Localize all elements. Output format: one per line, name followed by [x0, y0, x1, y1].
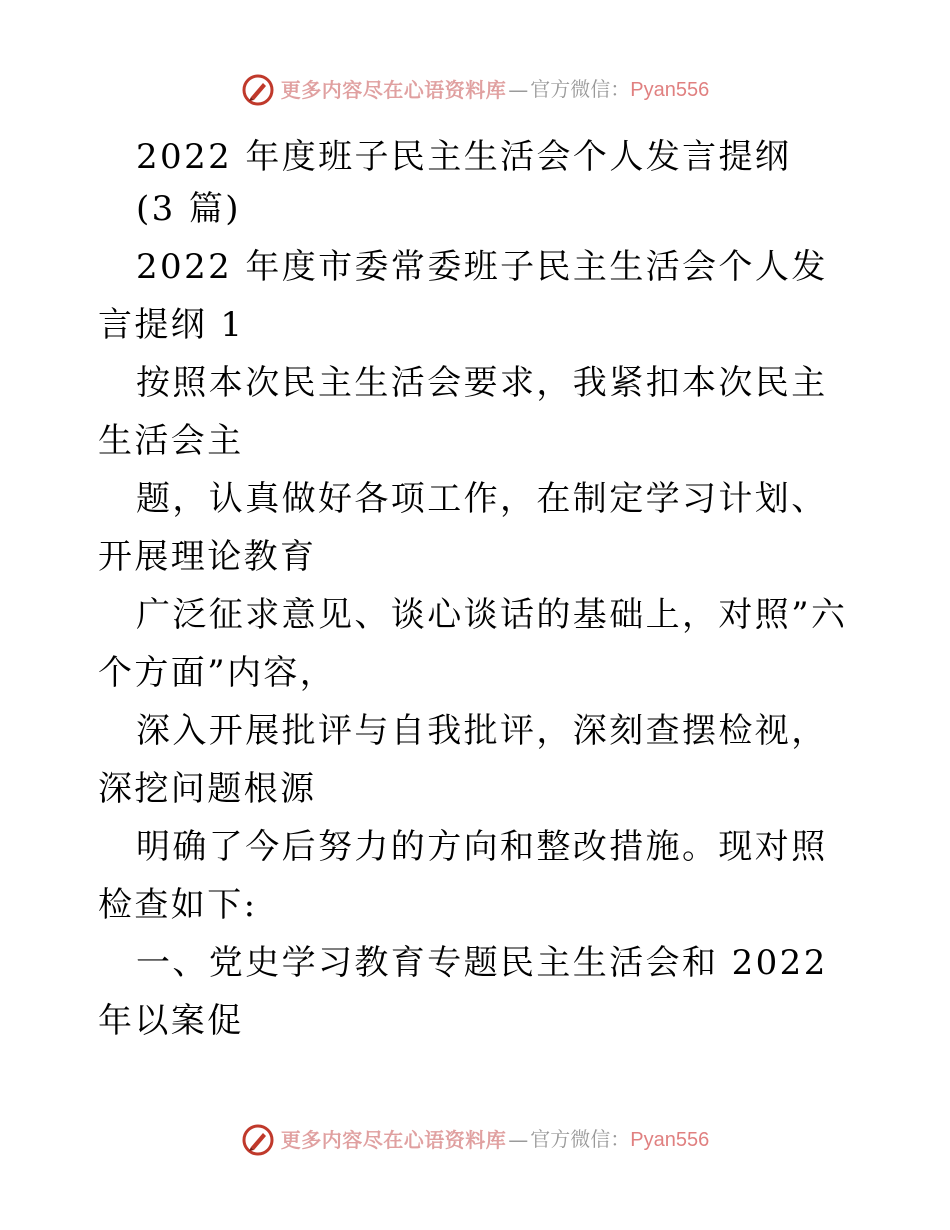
watermark-account-label: 官方微信： [530, 1129, 631, 1151]
paragraph: 深入开展批评与自我批评，深刻查摆检视，深挖问题根源 [98, 711, 828, 809]
header-watermark [0, 70, 950, 110]
document-title-count: (3 篇) [136, 189, 241, 229]
watermark-dash: — [508, 1128, 529, 1152]
watermark-brand: 更多内容尽在心语资料库 [280, 1128, 507, 1152]
document-subtitle: 2022 年度市委常委班子民主生活会个人发言提纲 1 [98, 247, 828, 345]
watermark-brand: 更多内容尽在心语资料库 [280, 78, 507, 102]
pen-nib-circle-icon [241, 73, 275, 107]
pen-nib-circle-icon [241, 1123, 275, 1157]
watermark-handle: Pyan556 [630, 79, 710, 101]
paragraph: 明确了今后努力的方向和整改措施。现对照检查如下: [98, 827, 828, 925]
watermark-account-label: 官方微信： [530, 79, 631, 101]
document-title: 2022 年度班子民主生活会个人发言提纲 [136, 137, 792, 177]
paragraph: 题，认真做好各项工作，在制定学习计划、开展理论教育 [98, 479, 828, 577]
watermark-dash: — [508, 78, 529, 102]
watermark-handle: Pyan556 [630, 1129, 710, 1151]
paragraph: 一、党史学习教育专题民主生活会和 2022 年以案促 [98, 943, 828, 1041]
paragraph: 按照本次民主生活会要求，我紧扣本次民主生活会主 [98, 363, 828, 461]
paragraph: 广泛征求意见、谈心谈话的基础上，对照”六个方面”内容， [98, 595, 848, 693]
footer-watermark [0, 1120, 950, 1160]
